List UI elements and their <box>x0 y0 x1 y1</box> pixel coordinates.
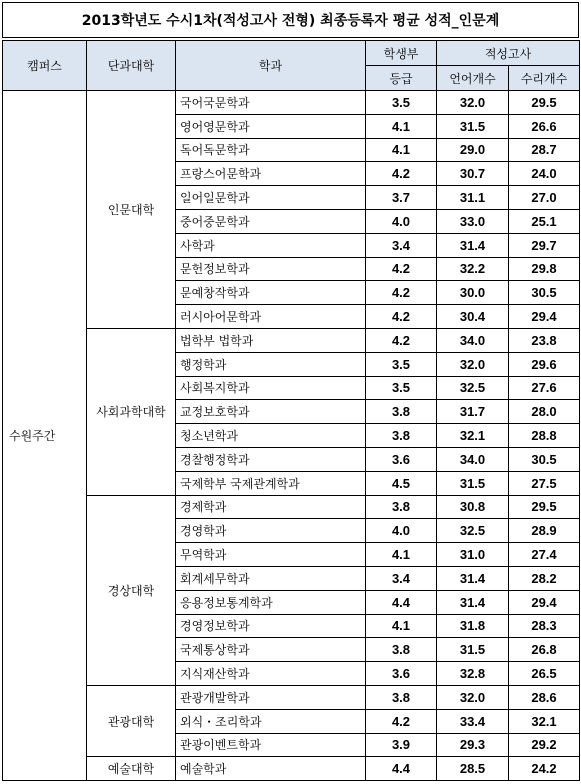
campus-cell: 수원주간 <box>3 91 87 781</box>
department-cell: 경영학과 <box>176 519 366 543</box>
department-cell: 경찰행정학과 <box>176 447 366 471</box>
department-cell: 문헌정보학과 <box>176 257 366 281</box>
math-cell: 27.6 <box>509 376 580 400</box>
grade-cell: 3.6 <box>366 662 437 686</box>
department-cell: 관광이벤트학과 <box>176 733 366 757</box>
grade-cell: 3.8 <box>366 400 437 424</box>
grade-cell: 4.1 <box>366 114 437 138</box>
verbal-cell: 32.0 <box>437 685 509 709</box>
math-cell: 29.4 <box>509 590 580 614</box>
department-cell: 법학부 법학과 <box>176 328 366 352</box>
math-cell: 27.4 <box>509 543 580 567</box>
math-cell: 26.8 <box>509 638 580 662</box>
verbal-cell: 31.5 <box>437 114 509 138</box>
math-cell: 26.5 <box>509 662 580 686</box>
verbal-cell: 32.5 <box>437 376 509 400</box>
header-record: 학생부 <box>366 41 437 66</box>
department-cell: 경영정보학과 <box>176 614 366 638</box>
grade-cell: 4.2 <box>366 328 437 352</box>
header-grade: 등급 <box>366 66 437 91</box>
verbal-cell: 32.8 <box>437 662 509 686</box>
verbal-cell: 28.5 <box>437 757 509 781</box>
department-cell: 응용정보통계학과 <box>176 590 366 614</box>
verbal-cell: 31.7 <box>437 400 509 424</box>
header-aptitude: 적성고사 <box>437 41 580 66</box>
math-cell: 27.0 <box>509 186 580 210</box>
department-cell: 프랑스어문학과 <box>176 162 366 186</box>
department-cell: 회계세무학과 <box>176 566 366 590</box>
table-row <box>3 685 580 709</box>
department-cell: 문예창작학과 <box>176 281 366 305</box>
verbal-cell: 31.8 <box>437 614 509 638</box>
math-cell: 28.0 <box>509 400 580 424</box>
header-math: 수리개수 <box>509 66 580 91</box>
math-cell: 30.5 <box>509 281 580 305</box>
math-cell: 29.2 <box>509 733 580 757</box>
grade-cell: 3.6 <box>366 447 437 471</box>
score-table <box>2 40 580 781</box>
department-cell: 국어국문학과 <box>176 91 366 115</box>
math-cell: 29.5 <box>509 495 580 519</box>
grade-cell: 3.5 <box>366 352 437 376</box>
header-verbal: 언어개수 <box>437 66 509 91</box>
department-cell: 국제통상학과 <box>176 638 366 662</box>
college-cell: 인문대학 <box>87 91 176 329</box>
department-cell: 영어영문학과 <box>176 114 366 138</box>
grade-cell: 4.2 <box>366 281 437 305</box>
verbal-cell: 32.0 <box>437 91 509 115</box>
department-cell: 사회복지학과 <box>176 376 366 400</box>
math-cell: 29.8 <box>509 257 580 281</box>
verbal-cell: 31.4 <box>437 233 509 257</box>
header-department: 학과 <box>176 41 366 91</box>
department-cell: 청소년학과 <box>176 424 366 448</box>
verbal-cell: 32.1 <box>437 424 509 448</box>
grade-cell: 4.2 <box>366 709 437 733</box>
department-cell: 지식재산학과 <box>176 662 366 686</box>
department-cell: 국제학부 국제관계학과 <box>176 471 366 495</box>
math-cell: 24.2 <box>509 757 580 781</box>
grade-cell: 3.4 <box>366 566 437 590</box>
table-title: 2013학년도 수시1차(적성고사 전형) 최종등록자 평균 성적_인문계 <box>2 2 579 38</box>
grade-cell: 4.4 <box>366 590 437 614</box>
department-cell: 독어독문학과 <box>176 138 366 162</box>
math-cell: 27.5 <box>509 471 580 495</box>
math-cell: 28.6 <box>509 685 580 709</box>
verbal-cell: 30.7 <box>437 162 509 186</box>
department-cell: 중어중문학과 <box>176 209 366 233</box>
department-cell: 일어일문학과 <box>176 186 366 210</box>
grade-cell: 3.8 <box>366 685 437 709</box>
verbal-cell: 32.5 <box>437 519 509 543</box>
verbal-cell: 32.0 <box>437 352 509 376</box>
table-row <box>3 328 580 352</box>
table-row <box>3 91 580 115</box>
math-cell: 32.1 <box>509 709 580 733</box>
college-cell: 관광대학 <box>87 685 176 756</box>
grade-cell: 4.5 <box>366 471 437 495</box>
verbal-cell: 30.4 <box>437 305 509 329</box>
verbal-cell: 30.8 <box>437 495 509 519</box>
college-cell: 예술대학 <box>87 757 176 781</box>
math-cell: 29.6 <box>509 352 580 376</box>
grade-cell: 4.1 <box>366 543 437 567</box>
math-cell: 28.3 <box>509 614 580 638</box>
table-row <box>3 495 580 519</box>
grade-cell: 3.7 <box>366 186 437 210</box>
department-cell: 관광개발학과 <box>176 685 366 709</box>
grade-cell: 4.2 <box>366 162 437 186</box>
grade-cell: 3.5 <box>366 376 437 400</box>
grade-cell: 3.9 <box>366 733 437 757</box>
grade-cell: 3.5 <box>366 91 437 115</box>
department-cell: 행정학과 <box>176 352 366 376</box>
math-cell: 30.5 <box>509 447 580 471</box>
grade-cell: 4.0 <box>366 209 437 233</box>
math-cell: 29.7 <box>509 233 580 257</box>
department-cell: 경제학과 <box>176 495 366 519</box>
math-cell: 26.6 <box>509 114 580 138</box>
math-cell: 29.5 <box>509 91 580 115</box>
department-cell: 사학과 <box>176 233 366 257</box>
grade-cell: 3.8 <box>366 638 437 662</box>
verbal-cell: 29.3 <box>437 733 509 757</box>
department-cell: 교정보호학과 <box>176 400 366 424</box>
department-cell: 예술학과 <box>176 757 366 781</box>
header-college: 단과대학 <box>87 41 176 91</box>
grade-cell: 4.4 <box>366 757 437 781</box>
math-cell: 28.9 <box>509 519 580 543</box>
verbal-cell: 34.0 <box>437 447 509 471</box>
grade-cell: 4.2 <box>366 257 437 281</box>
verbal-cell: 34.0 <box>437 328 509 352</box>
verbal-cell: 33.4 <box>437 709 509 733</box>
department-cell: 외식・조리학과 <box>176 709 366 733</box>
verbal-cell: 31.4 <box>437 566 509 590</box>
math-cell: 24.0 <box>509 162 580 186</box>
verbal-cell: 29.0 <box>437 138 509 162</box>
grade-cell: 4.1 <box>366 614 437 638</box>
grade-cell: 3.8 <box>366 424 437 448</box>
grade-cell: 3.8 <box>366 495 437 519</box>
verbal-cell: 31.4 <box>437 590 509 614</box>
header-campus: 캠퍼스 <box>3 41 87 91</box>
verbal-cell: 33.0 <box>437 209 509 233</box>
grade-cell: 4.0 <box>366 519 437 543</box>
verbal-cell: 31.1 <box>437 186 509 210</box>
college-cell: 사회과학대학 <box>87 328 176 495</box>
verbal-cell: 31.0 <box>437 543 509 567</box>
verbal-cell: 31.5 <box>437 638 509 662</box>
math-cell: 28.8 <box>509 424 580 448</box>
verbal-cell: 30.0 <box>437 281 509 305</box>
college-cell: 경상대학 <box>87 495 176 685</box>
verbal-cell: 32.2 <box>437 257 509 281</box>
math-cell: 29.4 <box>509 305 580 329</box>
table-body <box>3 91 580 781</box>
department-cell: 러시아어문학과 <box>176 305 366 329</box>
grade-cell: 4.1 <box>366 138 437 162</box>
grade-cell: 3.4 <box>366 233 437 257</box>
math-cell: 23.8 <box>509 328 580 352</box>
department-cell: 무역학과 <box>176 543 366 567</box>
table-row <box>3 757 580 781</box>
math-cell: 28.2 <box>509 566 580 590</box>
header-row-1 <box>3 41 580 66</box>
grade-cell: 4.2 <box>366 305 437 329</box>
verbal-cell: 31.5 <box>437 471 509 495</box>
math-cell: 25.1 <box>509 209 580 233</box>
math-cell: 28.7 <box>509 138 580 162</box>
